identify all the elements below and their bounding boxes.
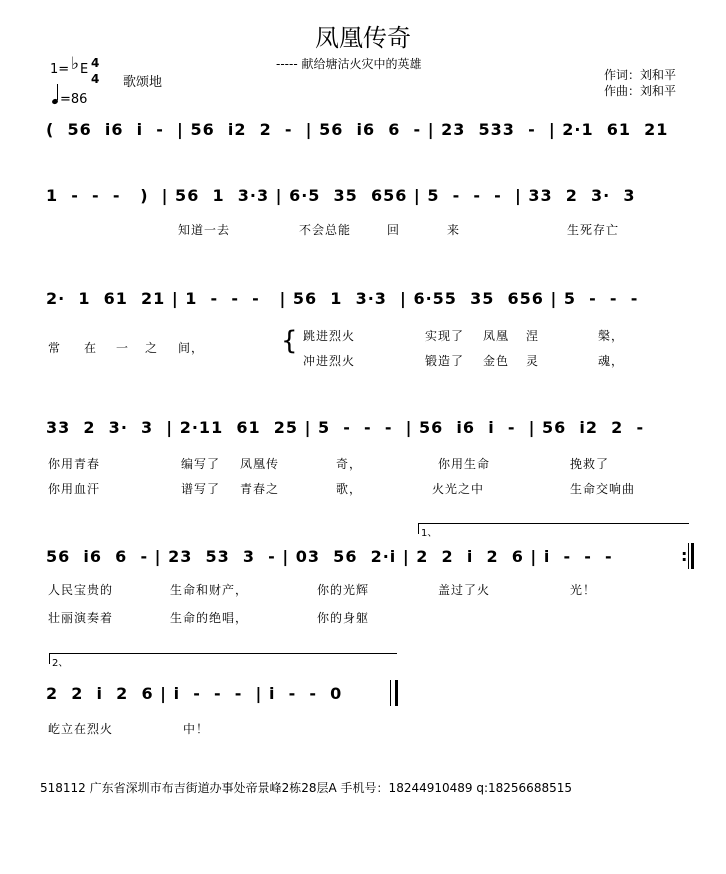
repeat-sign: : xyxy=(681,546,688,565)
lyric: 壮丽演奏着 xyxy=(48,611,114,625)
style-marking: 歌颂地 xyxy=(123,75,163,90)
lyric: 青春之 xyxy=(240,482,280,496)
lyric: 之 xyxy=(145,341,159,355)
lyric: 屹立在烈火 xyxy=(48,722,114,736)
lyric: 跳进烈火 xyxy=(303,329,356,343)
flat-sign: ♭ xyxy=(71,54,80,74)
repeat-barline xyxy=(691,543,694,569)
lyric: 生死存亡 xyxy=(567,223,620,237)
lyric: 你用青春 xyxy=(48,457,101,471)
brace: { xyxy=(281,326,298,356)
lyric: 槃， xyxy=(598,329,625,343)
lyric: 歌， xyxy=(336,482,363,496)
barline xyxy=(688,543,689,569)
lyric: 不会总能 xyxy=(299,223,352,237)
lyric: 在 xyxy=(84,341,98,355)
first-ending-bracket xyxy=(418,523,689,534)
notation-line-5: 56 i6 6 - | 23 53 3 - | 03 56 2·i | 2 2 i 2 6 | i - - - xyxy=(46,547,613,566)
lyric: 中！ xyxy=(183,722,210,736)
contact-footer: 518112 广东省深圳市布吉街道办事处帝景峰2栋28层A 手机号：18244910489 q:18256688515 xyxy=(40,781,572,795)
final-barline xyxy=(395,680,398,706)
lyric: 光！ xyxy=(570,583,597,597)
lyric: 一 xyxy=(116,341,130,355)
tempo-marking: =86 xyxy=(60,92,88,107)
key-note: E xyxy=(80,62,89,77)
lyric: 挽救了 xyxy=(570,457,610,471)
lyric: 锻造了 xyxy=(425,354,465,368)
lyric: 冲进烈火 xyxy=(303,354,356,368)
lyric: 你用生命 xyxy=(438,457,491,471)
barline xyxy=(390,680,391,706)
meter-bottom: 4 xyxy=(91,72,100,86)
lyric: 奇， xyxy=(336,457,363,471)
composer-credit: 作曲：刘和平 xyxy=(604,84,677,98)
lyric: 来 xyxy=(447,223,461,237)
key-prefix: 1= xyxy=(50,62,70,77)
lyric: 你的身躯 xyxy=(317,611,370,625)
notation-line-1: ( 56 i6 i - | 56 i2 2 - | 56 i6 6 - | 23 533 - | 2·1 61 21 xyxy=(46,120,669,139)
lyric: 谱写了 xyxy=(181,482,221,496)
lyric: 生命和财产， xyxy=(170,583,249,597)
meter-top: 4 xyxy=(91,56,100,70)
lyric: 盖过了火 xyxy=(438,583,491,597)
notation-line-3: 2· 1 61 21 | 1 - - - | 56 1 3·3 | 6·55 35 656 | 5 - - - xyxy=(46,289,639,308)
lyric: 魂， xyxy=(598,354,625,368)
lyric: 人民宝贵的 xyxy=(48,583,114,597)
subtitle: ----- 献给塘沽火灾中的英雄 xyxy=(276,57,422,71)
lyric: 你的光辉 xyxy=(317,583,370,597)
lyric: 涅 xyxy=(526,329,540,343)
lyric: 间， xyxy=(178,341,205,355)
notation-line-2: 1 - - - ) | 56 1 3·3 | 6·5 35 656 | 5 - - - | 33 2 3· 3 xyxy=(46,186,636,205)
lyric: 回 xyxy=(387,223,401,237)
lyric: 凤凰传 xyxy=(240,457,280,471)
lyric: 生命的绝唱， xyxy=(170,611,249,625)
notation-line-4: 33 2 3· 3 | 2·11 61 25 | 5 - - - | 56 i6 i - | 56 i2 2 - xyxy=(46,418,645,437)
second-ending-label: 2、 xyxy=(52,658,69,669)
first-ending-label: 1、 xyxy=(421,528,438,539)
notation-line-6: 2 2 i 2 6 | i - - - | i - - 0 xyxy=(46,684,343,703)
page-title: 凤凰传奇 xyxy=(315,24,411,52)
lyricist-credit: 作词：刘和平 xyxy=(604,68,677,82)
lyric: 金色 xyxy=(483,354,510,368)
lyric: 生命交响曲 xyxy=(570,482,636,496)
second-ending-bracket xyxy=(49,653,397,664)
note-stem-icon xyxy=(57,84,58,100)
lyric: 知道一去 xyxy=(178,223,231,237)
lyric: 火光之中 xyxy=(432,482,485,496)
lyric: 实现了 xyxy=(425,329,465,343)
lyric: 凤凰 xyxy=(483,329,510,343)
lyric: 灵 xyxy=(526,354,540,368)
lyric: 常 xyxy=(48,341,62,355)
lyric: 你用血汗 xyxy=(48,482,101,496)
lyric: 编写了 xyxy=(181,457,221,471)
